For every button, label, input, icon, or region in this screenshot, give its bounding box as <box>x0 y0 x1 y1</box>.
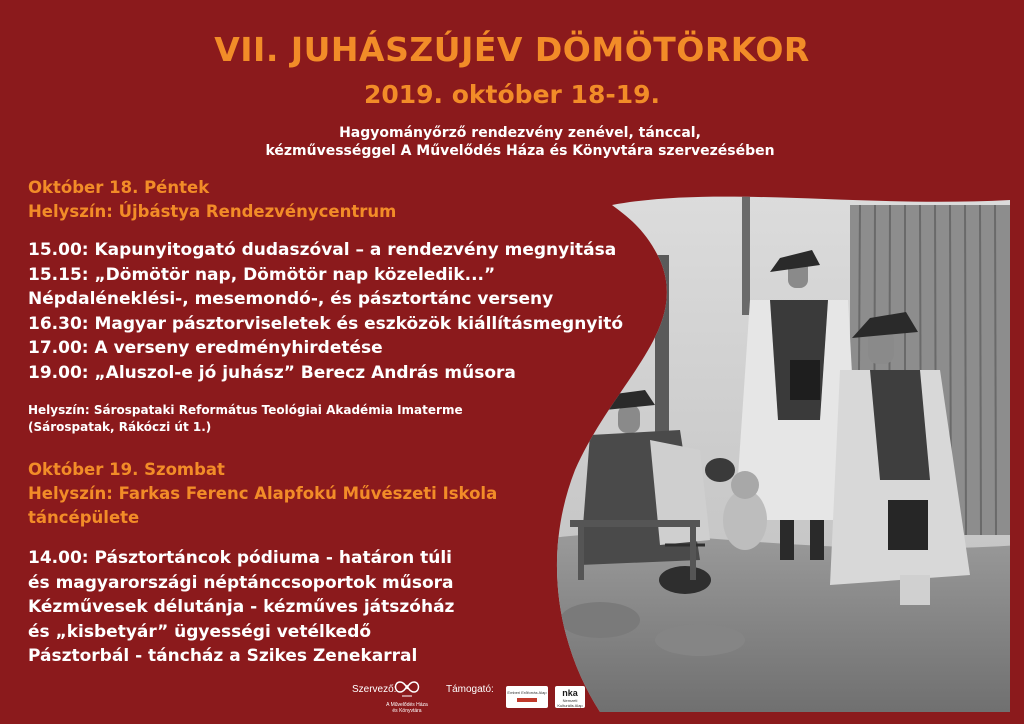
list-item: Pásztorbál - táncház a Szikes Zenekarral <box>28 646 418 666</box>
list-item: 16.30: Magyar pásztorviseletek és eszközök kiállításmegnyitó <box>28 313 624 334</box>
event-subtitle <box>210 124 830 160</box>
event-date: 2019. október 18-19. <box>363 80 661 109</box>
day1-date: Október 18. Péntek <box>28 178 210 197</box>
logo-line: A Művelődés Háza <box>386 702 428 708</box>
logo-line: és Könyvtára <box>392 708 422 714</box>
sponsor-label: Támogató: <box>446 684 494 695</box>
subtitle-line: kézművességgel A Művelődés Háza és Könyvtára szervezésében <box>265 143 775 159</box>
day2-heading <box>28 458 497 530</box>
day2-venue: Helyszín: Farkas Ferenc Alapfokú Művészeti Iskola <box>28 484 498 503</box>
organizer-logo-text <box>380 702 434 714</box>
list-item: 19.00: „Aluszol-e jó juhász” Berecz András műsora <box>28 362 516 383</box>
day1-events <box>28 238 623 385</box>
sponsor-logo-text: Emberi Erőforrás Alap <box>507 690 547 695</box>
organizer-label: Szervező: <box>352 684 397 695</box>
list-item: és „kisbetyár” ügyességi vetélkedő <box>28 621 372 642</box>
list-item: és magyarországi néptánccsoportok műsora <box>28 572 454 593</box>
sponsor-logo-emet <box>506 686 548 708</box>
subtitle-line: Hagyományőrző rendezvény zenével, tánccal, <box>339 125 701 141</box>
list-item: Népdaléneklési-, mesemondó-, és pásztortánc verseny <box>28 289 554 309</box>
sponsor-logo-nka <box>555 686 585 708</box>
list-item: 15.15: „Dömötör nap, Dömötör nap közeledik...” <box>28 264 496 285</box>
venue-note-line: (Sárospatak, Rákóczi út 1.) <box>28 420 212 434</box>
day2-venue-cont: táncépülete <box>28 508 140 527</box>
day2-events <box>28 546 454 669</box>
day1-heading <box>28 176 396 224</box>
list-item: 17.00: A verseny eredményhirdetése <box>28 338 383 358</box>
day2-date: Október 19. Szombat <box>28 460 225 479</box>
day1-venue: Helyszín: Újbástya Rendezvénycentrum <box>28 202 397 221</box>
day1-venue-note <box>28 402 463 436</box>
list-item: 15.00: Kapunyitogató dudaszóval – a rendezvény megnyitása <box>28 240 617 260</box>
event-title: VII. JUHÁSZÚJÉV DÖMÖTÖRKOR <box>214 30 810 69</box>
sponsor-logo-text: Nemzeti Kulturális Alap <box>557 698 583 708</box>
flag-icon <box>517 698 537 702</box>
nka-mark: nka <box>562 688 578 698</box>
organizer-logo-icon <box>392 678 422 700</box>
list-item: 14.00: Pásztortáncok pódiuma - határon túli <box>28 548 453 568</box>
venue-note-line: Helyszín: Sárospataki Református Teológiai Akadémia Imaterme <box>28 403 463 417</box>
list-item: Kézművesek délutánja - kézműves játszóház <box>28 597 455 617</box>
